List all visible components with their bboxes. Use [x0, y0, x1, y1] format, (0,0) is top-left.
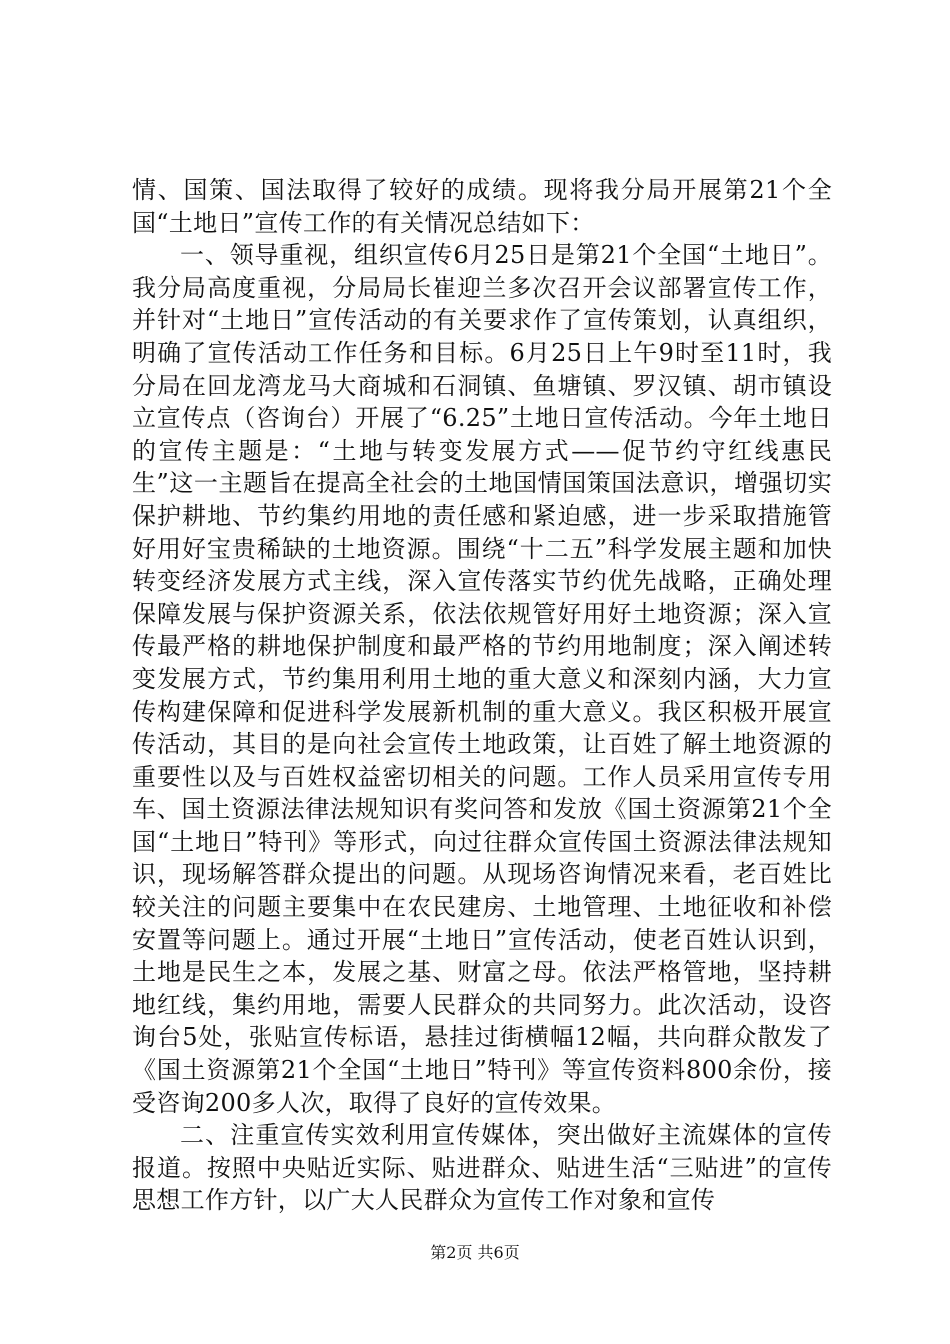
- document-body: [132, 174, 832, 1217]
- paragraph-continuation: 情、国策、国法取得了较好的成绩。现将我分局开展第21个全国“土地日”宣传工作的有关情况总结如下：: [132, 176, 832, 237]
- paragraph-section-one: 一、领导重视，组织宣传6月25日是第21个全国“土地日”。我分局高度重视，分局局长崔迎兰多次召开会议部署宣传工作，并针对“土地日”宣传活动的有关要求作了宣传策划，认真组织，明确了宣传活动工作任务和目标。6月25日上午9时至11时，我分局在回龙湾龙马大商城和石洞镇、鱼塘镇、罗汉镇、胡市镇设立宣传点（咨询台）开展了“6.25”土地日宣传活动。今年土地日的宣传主题是：“土地与转变发展方式——促节约守红线惠民生”这一主题旨在提高全社会的土地国情国策国法意识，增强切实保护耕地、节约集约用地的责任感和紧迫感，进一步采取措施管好用好宝贵稀缺的土地资源。围绕“十二五”科学发展主题和加快转变经济发展方式主线，深入宣传落实节约优先战略，正确处理保障发展与保护资源关系，依法依规管好用好土地资源；深入宣传最严格的耕地保护制度和最严格的节约用地制度；深入阐述转变发展方式，节约集用利用土地的重大意义和深刻内涵，大力宣传构建保障和促进科学发展新机制的重大意义。我区积极开展宣传活动，其目的是向社会宣传土地政策，让百姓了解土地资源的重要性以及与百姓权益密切相关的问题。工作人员采用宣传专用车、国土资源法律法规知识有奖问答和发放《国土资源第21个全国“土地日”特刊》等形式，向过往群众宣传国土资源法律法规知识，现场解答群众提出的问题。从现场咨询情况来看，老百姓比较关注的问题主要集中在农民建房、土地管理、土地征收和补偿安置等问题上。通过开展“土地日”宣传活动，使老百姓认识到，土地是民生之本，发展之基、财富之母。依法严格管地，坚持耕地红线，集约用地，需要人民群众的共同努力。此次活动，设咨询台5处，张贴宣传标语，悬挂过街横幅12幅，共向群众散发了《国土资源第21个全国“土地日”特刊》等宣传资料800余份，接受咨询200多人次，取得了良好的宣传效果。: [132, 241, 832, 1117]
- page-number-label: 第2页 共6页: [430, 1243, 520, 1262]
- paragraph-section-two: 二、注重宣传实效利用宣传媒体，突出做好主流媒体的宣传报道。按照中央贴近实际、贴进群众、贴进生活“三贴进”的宣传思想工作方针，以广大人民群众为宣传工作对象和宣传: [132, 1121, 832, 1215]
- page-footer: [0, 1243, 950, 1263]
